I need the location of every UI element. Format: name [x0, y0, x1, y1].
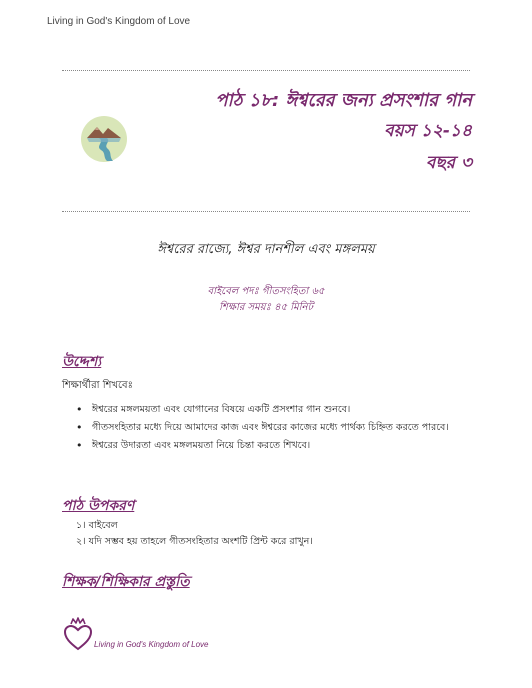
list-item: ২। যদি সম্ভব হয় তাহলে গীতসংহিতার অংশটি প্রিন্ট করে রাখুন।: [76, 536, 313, 547]
materials-list: [76, 518, 313, 550]
objectives-list: [76, 402, 462, 456]
heart-crown-icon: [62, 616, 94, 652]
top-divider: [62, 70, 470, 71]
mountain-stream-icon: [81, 116, 127, 162]
year-label: বছর ৩: [425, 153, 472, 173]
lesson-title: পাঠ ১৮: ঈশ্বরের জন্য প্রসংশার গান: [215, 90, 472, 111]
middle-divider: [62, 211, 470, 212]
objectives-heading: উদ্দেশ্য: [62, 354, 102, 370]
preparation-heading: শিক্ষক/শিক্ষিকার প্রস্তুতি: [62, 574, 190, 590]
page-header: Living in God's Kingdom of Love: [47, 16, 191, 27]
list-item: • ঈশ্বরের মঙ্গলময়তা এবং যোগানের বিষয়ে একটি প্রসংশার গান শুনবে।: [76, 402, 462, 417]
materials-heading: পাঠ উপকরণ: [62, 498, 135, 514]
objectives-intro: শিক্ষার্থীরা শিখবেঃ: [62, 380, 133, 391]
lesson-subtitle: ঈশ্বরের রাজ্যে, ঈশ্বর দানশীল এবং মঙ্গলময়: [157, 242, 375, 257]
age-group: বয়স ১২-১৪: [384, 121, 472, 141]
lesson-duration: শিক্ষার সময়ঃ ৪৫ মিনিট: [219, 302, 313, 313]
list-item: ১। বাইবেল: [76, 520, 118, 531]
list-item: • ঈশ্বরের উদারতা এবং মঙ্গলময়তা নিয়ে চিন্তা করতে শিখবে।: [76, 438, 462, 453]
list-item: • গীতসংহিতার মধ্যে দিয়ে আমাদের কাজ এবং ঈশ্বরের কাজের মধ্যে পার্থক্য চিহ্নিত করতে পারবে।: [76, 420, 462, 435]
footer-text: Living in God's Kingdom of Love: [94, 640, 209, 649]
bible-reference: বাইবেল পদঃ গীতসংহিতা ৬৫: [207, 286, 325, 297]
